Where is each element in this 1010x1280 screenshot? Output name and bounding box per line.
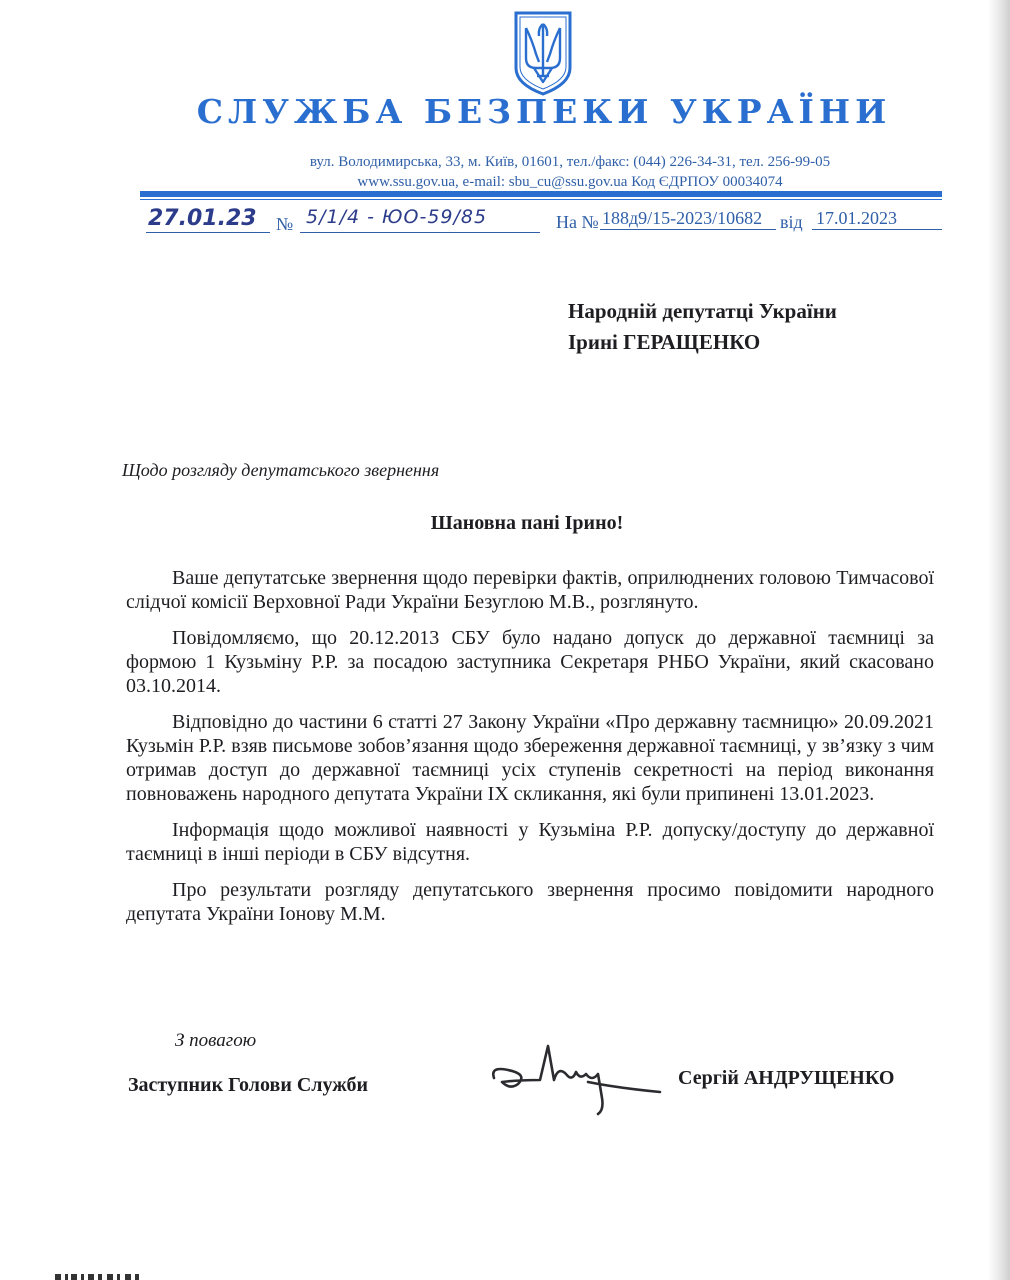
header-rule-thin (140, 199, 942, 200)
page-edge-shadow (988, 0, 1010, 1280)
reply-number: 188д9/15-2023/10682 (602, 208, 763, 228)
contact-block (200, 152, 940, 192)
recipient-block (568, 296, 837, 358)
letter-subject: Щодо розгляду депутатського звернення (122, 460, 440, 480)
reply-label: На № (556, 212, 599, 232)
signer-position: Заступник Голови Служби (128, 1074, 368, 1096)
signer-name: Сергій АНДРУЩЕНКО (678, 1067, 895, 1089)
qr-code-fragment (55, 1272, 145, 1280)
letter-body (126, 566, 934, 938)
organization-title: СЛУЖБА БЕЗПЕКИ УКРАЇНИ (196, 92, 892, 131)
reply-date: 17.01.2023 (816, 208, 897, 228)
address-line: вул. Володимирська, 33, м. Київ, 01601, тел./факс: (044) 226-34-31, тел. 256-99-05 (309, 154, 831, 170)
header-rule-thick (140, 191, 942, 197)
closing-regards: З повагою (175, 1030, 257, 1051)
body-paragraph: Ваше депутатське звернення щодо перевірки фактів, оприлюднених головою Тимчасової слідчої комісії Верховної Ради України Безуглою М.В., розглянуто. (126, 567, 934, 613)
body-paragraph: Повідомляємо, що 20.12.2013 СБУ було надано допуск до державної таємниці за формою 1 Кузьміну Р.Р. за посадою заступника Секретаря РНБО України, який скасовано 03.10.2014. (126, 627, 934, 697)
recipient-title: Народній депутатці України (568, 299, 837, 323)
salutation: Шановна пані Ірино! (430, 512, 624, 534)
handwritten-signature (488, 1036, 668, 1118)
recipient-name: Ірині ГЕРАЩЕНКО (568, 330, 761, 354)
date-underline (146, 232, 270, 233)
body-paragraph: Відповідно до частини 6 статті 27 Закону України «Про державну таємницю» 20.09.2021 Кузьмін Р.Р. взяв письмове зобов’язання щодо збереження державної таємниці, у зв’язку з чим отримав доступ до державної таємниці усіх ступенів секретності на період виконання повноважень народного депутата України IX скликання, які були припинені 13.01.2023. (126, 711, 934, 805)
number-underline (300, 232, 540, 233)
reply-number-underline (600, 229, 776, 230)
outgoing-date-handwritten: 27.01.23 (148, 206, 257, 231)
reply-date-underline (812, 229, 942, 230)
from-label: від (780, 212, 803, 232)
number-label: № (276, 214, 294, 234)
web-line: www.ssu.gov.ua, e-mail: sbu_cu@ssu.gov.ua Код ЄДРПОУ 00034074 (357, 174, 783, 190)
body-paragraph: Про результати розгляду депутатського звернення просимо повідомити народного депутата України Іонову М.М. (126, 879, 934, 925)
trident-emblem-icon (512, 10, 574, 96)
body-paragraph: Інформація щодо можливої наявності у Кузьміна Р.Р. допуску/доступу до державної таємниці в інші періоди в СБУ відсутня. (126, 819, 934, 865)
registration-row (140, 202, 950, 238)
outgoing-number-handwritten: 5/1/4 - ЮО-59/85 (306, 206, 488, 228)
